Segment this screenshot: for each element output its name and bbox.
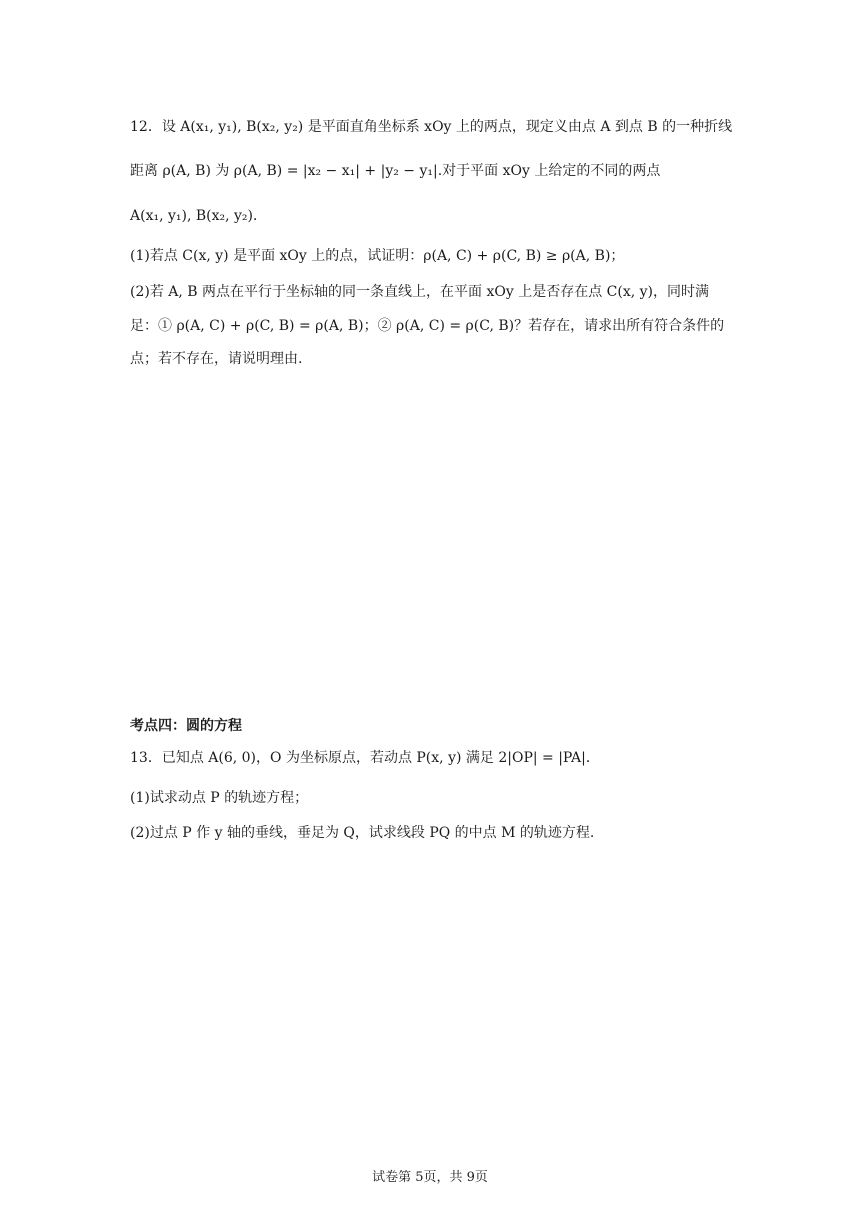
- problem-12-part-2-line-1: (2)若 A, B 两点在平行于坐标轴的同一条直线上，在平面 xOy 上是否存在点 C(x, y)，同时满: [130, 284, 710, 300]
- problem-13-part-2: (2)过点 P 作 y 轴的垂线，垂足为 Q，试求线段 PQ 的中点 M 的轨迹方程.: [130, 825, 595, 841]
- page-footer: 试卷第 5页，共 9页: [372, 1170, 488, 1185]
- problem-12-stem-line-3: A(x₁, y₁), B(x₂, y₂)．: [130, 208, 268, 224]
- problem-12-stem-line-1: 12．设 A(x₁, y₁), B(x₂, y₂) 是平面直角坐标系 xOy 上的两点，现定义由点 A 到点 B 的一种折线: [130, 119, 733, 135]
- problem-12-part-2-line-2: 足：① ρ(A, C) + ρ(C, B) = ρ(A, B)；② ρ(A, C) = ρ(C, B)？若存在，请求出所有符合条件的: [130, 318, 725, 334]
- problem-12-part-1: (1)若点 C(x, y) 是平面 xOy 上的点，试证明：ρ(A, C) + ρ(C, B) ≥ ρ(A, B)；: [130, 248, 625, 264]
- problem-12-part-2-line-3: 点；若不存在，请说明理由.: [130, 351, 303, 367]
- section-heading: 考点四：圆的方程: [130, 718, 242, 734]
- problem-12-stem-line-2: 距离 ρ(A, B) 为 ρ(A, B) = |x₂ − x₁| + |y₂ − y₁|.对于平面 xOy 上给定的不同的两点: [130, 163, 661, 179]
- problem-13-part-1: (1)试求动点 P 的轨迹方程；: [130, 790, 309, 806]
- problem-13-stem: 13．已知点 A(6, 0)，O 为坐标原点，若动点 P(x, y) 满足 2|OP| = |PA|．: [130, 750, 600, 766]
